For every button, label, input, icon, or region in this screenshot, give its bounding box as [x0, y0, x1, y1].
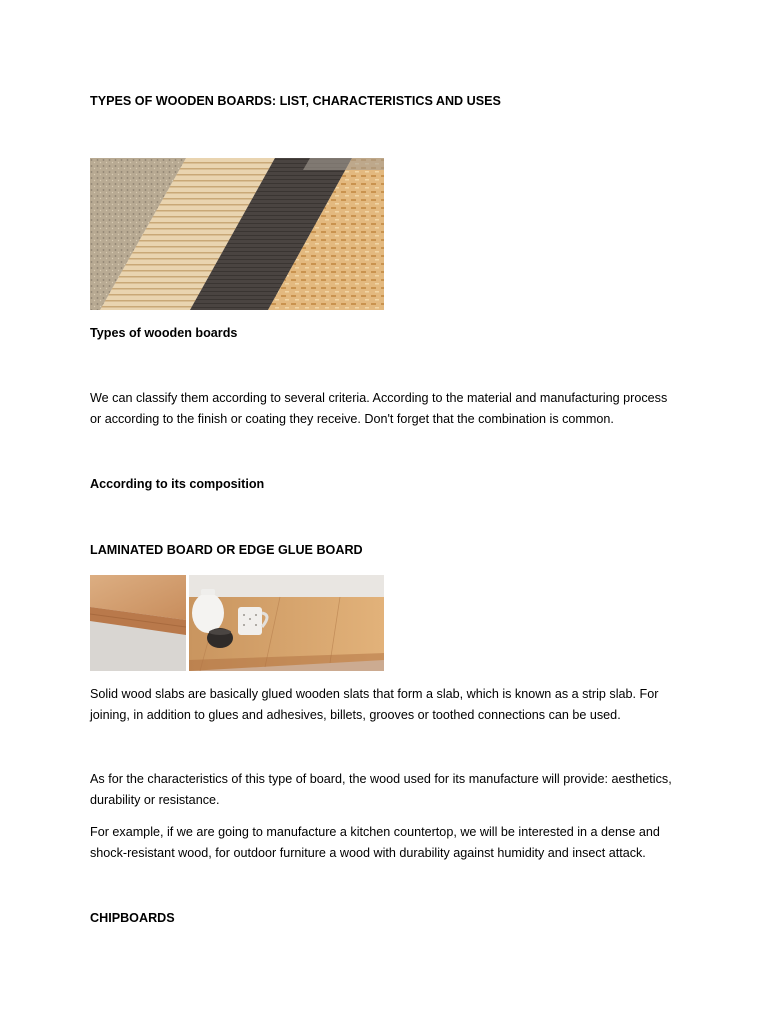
laminated-paragraph-2: As for the characteristics of this type of board, the wood used for its manufacture will provide: aesthetics, durability or resistance.: [90, 772, 672, 807]
heading-laminated-board: LAMINATED BOARD OR EDGE GLUE BOARD: [90, 543, 363, 557]
laminated-paragraph-3: For example, if we are going to manufacture a kitchen countertop, we will be interested in a dense and shock-resistant wood, for outdoor furniture a wood with durability against humidity and insect attack.: [90, 825, 660, 860]
wood-board-samples-photo: [90, 158, 384, 310]
intro-paragraph: We can classify them according to several criteria. According to the material and manufacturing process or according to the finish or coating they receive. Don't forget that the combination is common.: [90, 391, 668, 426]
laminated-paragraph-1: Solid wood slabs are basically glued wooden slats that form a slab, which is known as a strip slab. For joining, in addition to glues and adhesives, billets, grooves or toothed connections can be used.: [90, 687, 659, 722]
heading-chipboards: CHIPBOARDS: [90, 911, 175, 925]
document-title: TYPES OF WOODEN BOARDS: LIST, CHARACTERISTICS AND USES: [90, 94, 501, 108]
laminated-countertop-photo: [90, 575, 384, 671]
subheading-composition: According to its composition: [90, 477, 265, 491]
section-title-types: Types of wooden boards: [90, 326, 238, 340]
